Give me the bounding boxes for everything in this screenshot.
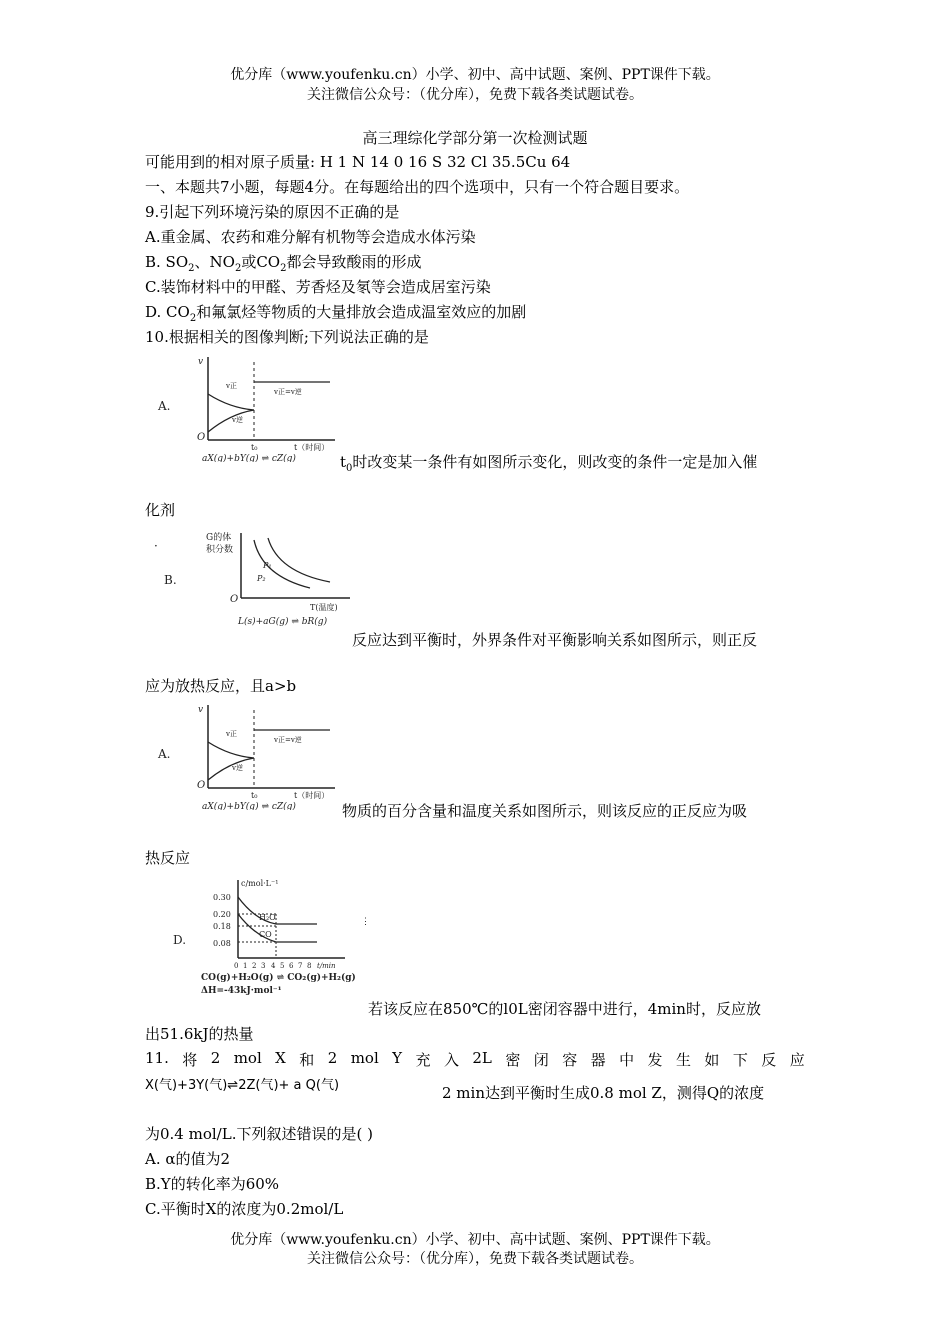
q10-stem: 10.根据相关的图像判断;下列说法正确的是 — [145, 328, 429, 346]
origin-label: O — [197, 432, 206, 443]
x-tick: 2 — [252, 962, 257, 970]
v-reverse-label: v逆 — [232, 416, 243, 424]
q11-stem-word: 2 — [327, 1049, 338, 1067]
q10-option-a-text-cont: 化剂 — [145, 501, 176, 519]
q11-stem-word: 反 — [761, 1051, 777, 1069]
v-reverse-curve — [208, 758, 254, 780]
x-tick: 6 — [289, 962, 294, 970]
origin-label: O — [230, 594, 239, 605]
q9-d-part: D. CO — [145, 303, 190, 321]
site-header-line1: 优分库（www.youfenku.cn）小学、初中、高中试题、案例、PPT课件下载。 — [230, 67, 720, 83]
q11-stem-cont2: 为0.4 mol/L.下列叙述错误的是( ) — [145, 1125, 373, 1143]
q11-stem-word: Y — [392, 1049, 403, 1067]
q11-stem-word: 2L — [472, 1049, 492, 1067]
decorative-mark: ⋮ — [361, 917, 370, 927]
q11-stem-word: 2 — [210, 1049, 221, 1067]
q11-stem-word: 充 — [415, 1051, 431, 1069]
q11-stem-word: 容 — [562, 1051, 578, 1069]
q11-stem-word: 闭 — [533, 1051, 549, 1069]
x-axis-label: T(温度) — [310, 603, 338, 612]
q11-option-b: B.Y的转化率为60% — [145, 1175, 280, 1193]
q11-equation: X(气)+3Y(气)⇌2Z(气)+ a Q(气) — [145, 1078, 340, 1093]
y-axis-label: c/mol·L⁻¹ — [241, 879, 279, 888]
enthalpy-change: ΔH=-43kJ·mol⁻¹ — [201, 986, 282, 996]
figure-label: A. — [158, 747, 171, 761]
p2-curve — [268, 538, 330, 582]
q11-stem-word: 将 — [182, 1051, 198, 1069]
q9-b-part: 或CO — [241, 253, 281, 271]
x-tick: 4 — [271, 962, 276, 970]
site-footer-line1: 优分库（www.youfenku.cn）小学、初中、高中试题、案例、PPT课件下载。 — [230, 1232, 720, 1248]
q10-option-c-text: 物质的百分含量和温度关系如图所示，则该反应的正反应为吸 — [342, 802, 748, 820]
figure-label: D. — [173, 933, 187, 947]
figure-a — [150, 352, 350, 462]
subscript: 2 — [188, 263, 195, 274]
p1-label: P₁ — [263, 561, 272, 570]
q10-option-a-text — [340, 452, 757, 479]
figure-label: B. — [164, 573, 177, 587]
q10-option-d-text-cont: 出51.6kJ的热量 — [145, 1025, 254, 1043]
v-equal-label: v正=v逆 — [274, 736, 302, 744]
x-axis-label: t（时间） — [294, 443, 330, 452]
y-axis-label-line2: 积分数 — [206, 545, 234, 555]
v-forward-curve — [208, 742, 254, 758]
q11-stem-cont: 2 min达到平衡时生成0.8 mol Z，测得Q的浓度 — [442, 1084, 765, 1102]
q11-stem — [145, 1049, 805, 1070]
q10-option-b-text-cont: 应为放热反应，且a>b — [145, 677, 297, 695]
p2-label: P₂ — [257, 574, 266, 583]
x-tick: 1 — [243, 962, 248, 970]
x-tick: 7 — [298, 962, 303, 970]
q11-stem-word: 中 — [619, 1051, 635, 1069]
origin-label: O — [197, 780, 206, 791]
q9-option-c: C.装饰材料中的甲醛、芳香烃及氡等会造成居室污染 — [145, 278, 491, 296]
q11-stem-word: X — [275, 1049, 286, 1067]
q9-option-a: A.重金属、农药和难分解有机物等会造成水体污染 — [145, 228, 476, 246]
q9-option-b — [145, 252, 422, 279]
q10-option-d-text: 若该反应在850℃的l0L密闭容器中进行，4min时，反应放 — [368, 1000, 761, 1018]
q11-stem-word: mol — [350, 1049, 379, 1067]
q9-stem: 9.引起下列环境污染的原因不正确的是 — [145, 203, 400, 221]
subscript: 2 — [234, 263, 242, 274]
q11-stem-word: 应 — [789, 1051, 805, 1069]
y-axis-label-line1: G的体 — [206, 533, 232, 543]
q11-stem-word: 和 — [299, 1051, 315, 1069]
reaction-equation: L(s)+aG(g) ⇌ bR(g) — [238, 617, 328, 627]
atomic-masses: 可能用到的相对原子质量: H 1 N 14 0 16 S 32 Cl 35.5Cu 64 — [145, 153, 571, 171]
y-tick-0.18: 0.18 — [213, 922, 231, 931]
h2o-label: H₂O — [259, 913, 276, 922]
figure-label: A. — [158, 399, 171, 413]
q11-stem-word: 11. — [145, 1049, 169, 1067]
x-axis-label: t/min — [317, 962, 336, 970]
x-tick: 3 — [261, 962, 266, 970]
y-tick-0.08: 0.08 — [213, 939, 231, 948]
v-equal-label: v正=v逆 — [274, 388, 302, 396]
q11-stem-word: 如 — [704, 1051, 720, 1069]
v-forward-label: v正 — [226, 730, 237, 738]
h2o-curve — [238, 897, 317, 924]
q10-option-b-text: 反应达到平衡时，外界条件对平衡影响关系如图所示，则正反 — [352, 631, 758, 649]
q11-option-c: C.平衡时X的浓度为0.2mol/L — [145, 1200, 344, 1218]
x-tick: 8 — [307, 962, 312, 970]
page-title: 高三理综化学部分第一次检测试题 — [362, 129, 588, 147]
subscript: 2 — [189, 313, 197, 324]
figure-b — [150, 528, 370, 638]
q9-option-d — [145, 302, 526, 329]
q11-option-a: A. α的值为2 — [145, 1150, 231, 1168]
subscript: 0 — [346, 463, 353, 474]
subscript: 2 — [280, 263, 287, 274]
t0-label: t₀ — [251, 443, 258, 452]
q11-stem-word: 入 — [443, 1051, 459, 1069]
q11-stem-word: 密 — [505, 1051, 521, 1069]
q9-d-part: 和氟氯烃等物质的大量排放会造成温室效应的加剧 — [196, 303, 527, 321]
v-reverse-label: v逆 — [232, 764, 243, 772]
figure-c — [150, 700, 350, 810]
q11-stem-word: 器 — [590, 1051, 606, 1069]
q9-b-part: 都会导致酸雨的形成 — [286, 253, 422, 271]
q9-b-part: B. SO — [145, 253, 189, 271]
co-label: CO — [259, 930, 272, 939]
x-tick: 0 — [234, 962, 239, 970]
reaction-equation: aX(g)+bY(g) ⇌ cZ(g) — [202, 454, 296, 462]
q11-stem-word: 发 — [647, 1051, 663, 1069]
v-reverse-curve — [208, 410, 254, 432]
reaction-equation: CO(g)+H₂O(g) ⇌ CO₂(g)+H₂(g) — [201, 973, 356, 983]
y-tick-0.30: 0.30 — [213, 893, 231, 902]
option-a-text-body: 时改变某一条件有如图所示变化，则改变的条件一定是加入催 — [352, 453, 758, 471]
y-tick-0.20: 0.20 — [213, 910, 231, 919]
figure-d — [165, 872, 375, 997]
t0-label: t₀ — [251, 791, 258, 800]
site-header-line2: 关注微信公众号：（优分库），免费下载各类试题试卷。 — [307, 87, 643, 103]
q10-option-c-text-cont: 热反应 — [145, 849, 191, 867]
x-axis-label: t（时间） — [294, 791, 330, 800]
q9-b-part: 、NO — [194, 253, 235, 271]
q11-stem-word: mol — [233, 1049, 262, 1067]
y-axis-label: v — [198, 357, 204, 367]
reaction-equation: aX(g)+bY(g) ⇌ cZ(g) — [202, 802, 296, 810]
t0-prefix: t — [340, 453, 347, 471]
decorative-dot: · — [154, 539, 158, 553]
q11-stem-word: 下 — [732, 1051, 748, 1069]
co-curve — [238, 914, 317, 942]
y-axis-label: v — [198, 705, 204, 715]
x-tick: 5 — [280, 962, 285, 970]
section-instructions: 一、本题共7小题，每题4分。在每题给出的四个选项中，只有一个符合题目要求。 — [145, 178, 690, 196]
v-forward-curve — [208, 394, 254, 410]
q11-stem-word: 生 — [675, 1051, 691, 1069]
site-footer-line2: 关注微信公众号：（优分库），免费下载各类试题试卷。 — [307, 1251, 643, 1267]
v-forward-label: v正 — [226, 382, 237, 390]
